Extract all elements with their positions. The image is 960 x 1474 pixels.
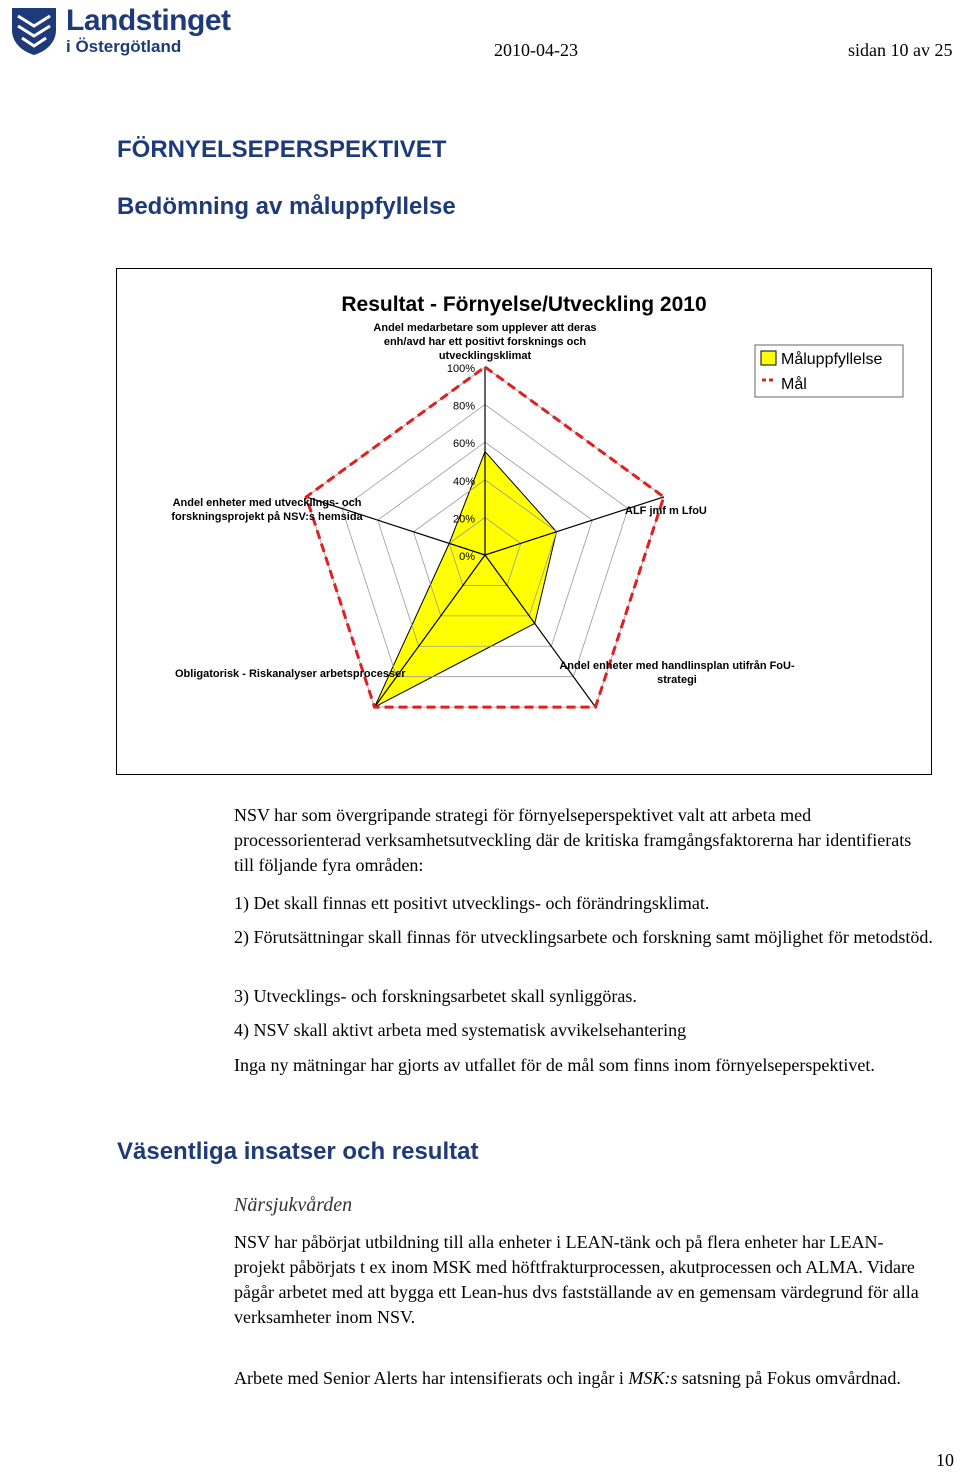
senior-alerts-text-b: satsning på Fokus omvårdnad.	[677, 1368, 901, 1388]
tick-label: 60%	[452, 438, 475, 451]
paragraph-item-4: 4) NSV skall aktivt arbeta med systematisk avvikelsehantering	[234, 1020, 687, 1040]
axis-label: Andel medarbetare som upplever att deras	[373, 322, 597, 334]
tick-label: 40%	[452, 475, 475, 488]
paragraph-no-measurement: Inga ny mätningar har gjorts av utfallet för de mål som finns inom förnyelseperspektivet.	[234, 1055, 875, 1075]
subheading-narsjukvarden: Närsjukvården	[234, 1194, 353, 1216]
logo-text-2: i Östergötland	[66, 37, 182, 56]
paragraph-lean: NSV har påbörjat utbildning till alla enheter i LEAN-tänk och på flera enheter har LEAN-projekt påbörjats t ex inom MSK med höftfrakturprocessen, akutprocessen och ALMA. Vidare pågår arbetet med att bygga ett Lean-hus dvs fastställande av en gemensam värdegrund för alla verksamheter inom NSV.	[234, 1232, 919, 1327]
axis-label: utvecklingsklimat	[438, 350, 532, 362]
chart-title: Resultat - Förnyelse/Utveckling 2010	[341, 293, 707, 316]
legend-label-mal: Mål	[781, 376, 807, 393]
logo-emblem-icon	[6, 4, 62, 56]
axis-label: ALF jmf m LfoU	[625, 505, 707, 517]
paragraph-item-2: 2) Förutsättningar skall finnas för utvecklingsarbete och forskning samt möjlighet för metodstöd.	[234, 927, 933, 947]
senior-alerts-text-a: Arbete med Senior Alerts har intensifierats och ingår i	[234, 1368, 629, 1388]
paragraph-strategy: NSV har som övergripande strategi för förnyelseperspektivet valt att arbeta med processorienterad verksamhetsutveckling där de kritiska framgångsfaktorerna har identifierats till följande fyra områden:	[234, 805, 912, 875]
tick-label: 0%	[459, 551, 475, 563]
section-heading: FÖRNYELSEPERSPEKTIVET	[117, 136, 447, 163]
paragraph-senior-alerts	[234, 1366, 934, 1391]
header-page-number: sidan 10 av 25	[848, 40, 953, 60]
radar-chart-box	[116, 268, 932, 775]
efforts-heading: Väsentliga insatser och resultat	[117, 1138, 479, 1165]
axis-label: strategi	[657, 674, 697, 686]
axis-label: enh/avd har ett positivt forsknings och	[383, 336, 587, 348]
logo-text-1: Landstinget	[66, 4, 231, 37]
senior-alerts-msk: MSK:s	[628, 1368, 678, 1388]
paragraph-item-3: 3) Utvecklings- och forskningsarbetet skall synliggöras.	[234, 986, 637, 1006]
assessment-heading: Bedömning av måluppfyllelse	[117, 193, 456, 220]
paragraph-item-1: 1) Det skall finnas ett positivt utvecklings- och förändringsklimat.	[234, 893, 710, 913]
footer-page-number: 10	[936, 1450, 954, 1470]
axis-label: forskningsprojekt på NSV:s hemsida	[171, 511, 363, 523]
legend-swatch-maluppfyllelse	[761, 351, 776, 365]
tick-label: 20%	[452, 513, 475, 526]
tick-label: 80%	[452, 400, 475, 413]
axis-label: Obligatorisk - Riskanalyser arbetsprocesser	[175, 668, 406, 680]
axis-label: Andel enheter med handlinsplan utifrån FoU-	[559, 660, 795, 672]
landstinget-logo	[6, 4, 246, 56]
legend-label-maluppfyllelse: Måluppfyllelse	[781, 351, 883, 368]
header-date: 2010-04-23	[494, 40, 578, 60]
axis-label: Andel enheter med utvecklings- och	[172, 497, 362, 509]
radar-chart	[117, 269, 931, 774]
tick-label: 100%	[446, 363, 475, 375]
